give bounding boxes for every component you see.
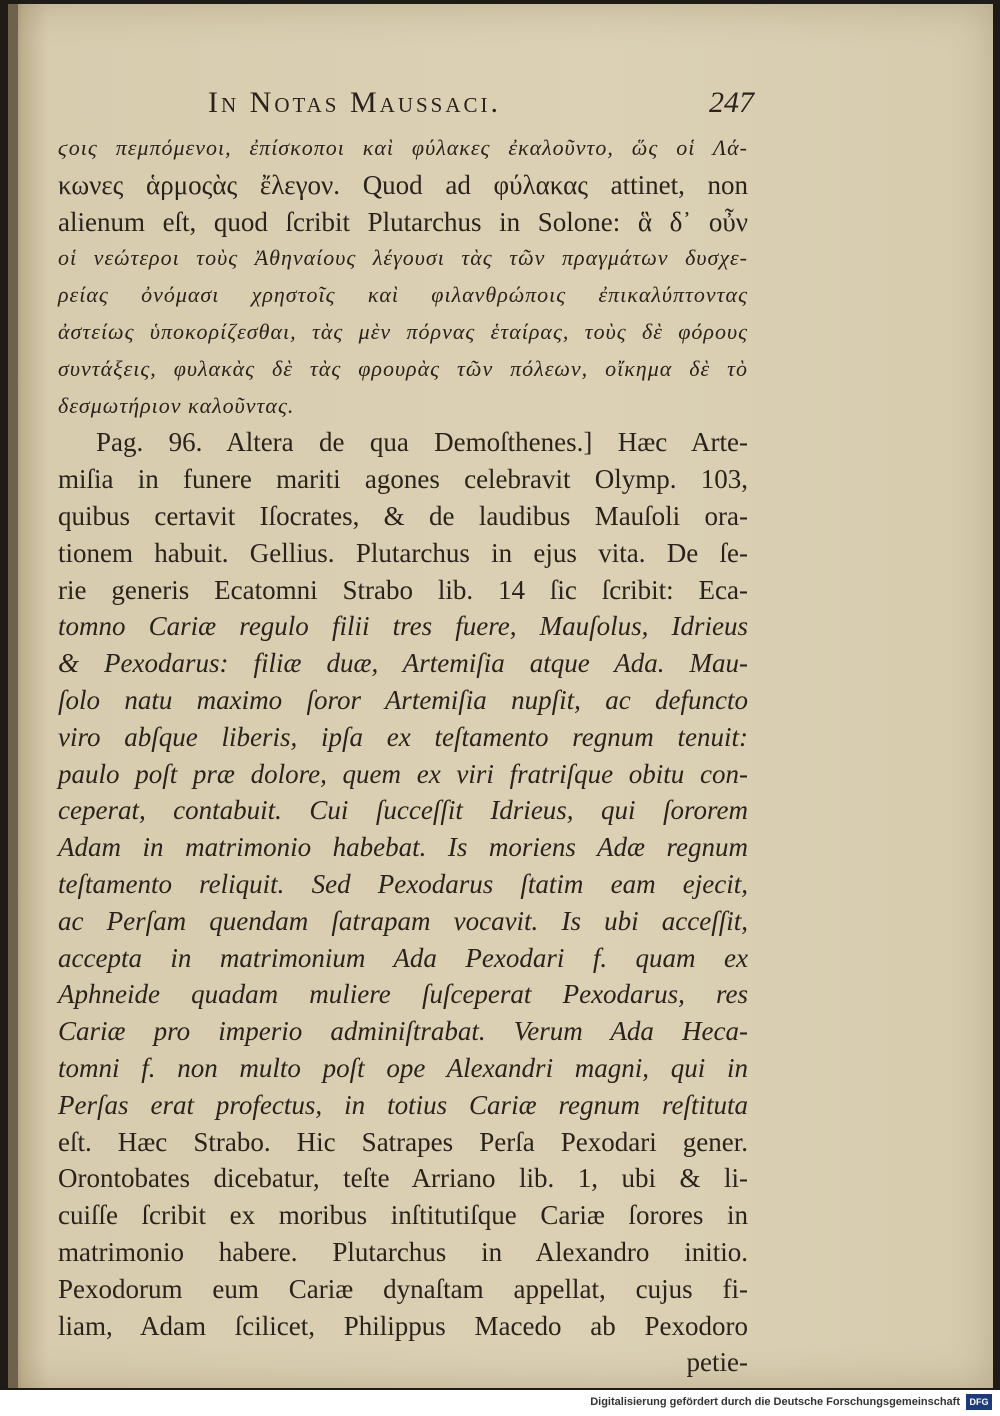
text-line: tionem habuit. Gellius. Plutarchus in ejus vita. De ſe- (58, 537, 748, 568)
text-line: ἀστείως ὑποκορίζεσθαι, τὰς μὲν πόρνας ἑταίρας, τοὺς δὲ φόρους (58, 318, 748, 344)
text-line: ρείας ὀνόμασι χρηστοῖς καὶ φιλανθρώποις ἐπικαλύπτοντας (58, 282, 748, 308)
text-line: Cariæ pro imperio adminiſtrabat. Verum Ada Heca- (58, 1016, 748, 1047)
text-line: tomni f. non multo poſt ope Alexandri magni, qui in (58, 1052, 748, 1083)
text-line: miſia in funere mariti agones celebravit Olymp. 103, (58, 464, 748, 495)
text-line: Orontobates dicebatur, teſte Arriano lib. 1, ubi & li- (58, 1163, 748, 1194)
text-line: liam, Adam ſcilicet, Philippus Macedo ab Pexodoro (58, 1310, 748, 1341)
text-line: eſt. Hæc Strabo. Hic Satrapes Perſa Pexodari gener. (58, 1126, 748, 1157)
catchword: petie- (686, 1347, 748, 1378)
text-line: οἱ νεώτεροι τοὺς Ἀθηναίους λέγουσι τὰς τῶν πραγμάτων δυσχε- (58, 245, 748, 271)
page-number: 247 (709, 86, 754, 119)
text-line: ac Perſam quendam ſatrapam vocavit. Is ubi acceſſit, (58, 905, 748, 936)
text-line: Pexodorum eum Cariæ dynaſtam appellat, cujus fi- (58, 1273, 748, 1304)
text-line: cuiſſe ſcribit ex moribus inſtitutiſque Cariæ ſorores in (58, 1200, 748, 1231)
text-line: rie generis Ecatomni Strabo lib. 14 ſic ſcribit: Eca- (58, 574, 748, 605)
text-line: teſtamento reliquit. Sed Pexodarus ſtatim eam ejecit, (58, 868, 748, 899)
text-block (58, 86, 754, 1381)
text-line: quibus certavit Iſocrates, & de laudibus Mauſoli ora- (58, 500, 748, 531)
text-line: accepta in matrimonium Ada Pexodari f. quam ex (58, 942, 748, 973)
text-line: alienum eſt, quod ſcribit Plutarchus in Solone: ἃ δ᾽ οὖν (58, 206, 748, 237)
text-line: matrimonio habere. Plutarchus in Alexandro initio. (58, 1236, 748, 1267)
book-page (8, 4, 993, 1388)
footer-bar (0, 1390, 1000, 1416)
text-line: ſolo natu maximo ſoror Artemiſia nupſit, ac defuncto (58, 684, 748, 715)
text-line: Perſas erat profectus, in totius Cariæ regnum reſtituta (58, 1089, 748, 1120)
text-line: συντάξεις, φυλακὰς δὲ τὰς φρουρὰς τῶν πόλεων, οἴκημα δὲ τὸ (58, 355, 748, 381)
text-line: Pag. 96. Altera de qua Demoſthenes.] Hæc Arte- (96, 427, 748, 458)
text-line: tomno Cariæ regulo filii tres fuere, Mauſolus, Idrieus (58, 611, 748, 642)
running-head: In Notas Maussaci. (208, 86, 502, 119)
text-line: δεσμωτήριον καλοῦντας. (58, 392, 295, 418)
page-gutter (8, 4, 18, 1388)
dfg-logo: DFG (966, 1394, 992, 1410)
funding-credit: Digitalisierung gefördert durch die Deutsche Forschungsgemeinschaft (590, 1396, 960, 1408)
text-line: ϛοις πεμπόμενοι, ἐπίσκοποι καὶ φύλακες ἐκαλοῦντο, ὥς οἱ Λά- (58, 135, 748, 160)
text-line: viro abſque liberis, ipſa ex teſtamento regnum tenuit: (58, 721, 748, 752)
text-line: paulo poſt præ dolore, quem ex viri fratriſque obitu con- (58, 758, 748, 789)
body-text (58, 130, 748, 1381)
text-line: ceperat, contabuit. Cui ſucceſſit Idrieus, qui ſororem (58, 795, 748, 826)
text-line: κωνες ἁρμοςὰς ἔλεγον. Quod ad φύλακας attinet, non (58, 169, 748, 200)
text-line: Adam in matrimonio habebat. Is moriens Adæ regnum (58, 832, 748, 863)
page-header (58, 86, 754, 130)
text-line: & Pexodarus: filiæ duæ, Artemiſia atque Ada. Mau- (58, 648, 748, 679)
text-line: Aphneide quadam muliere ſuſceperat Pexodarus, res (58, 979, 748, 1010)
